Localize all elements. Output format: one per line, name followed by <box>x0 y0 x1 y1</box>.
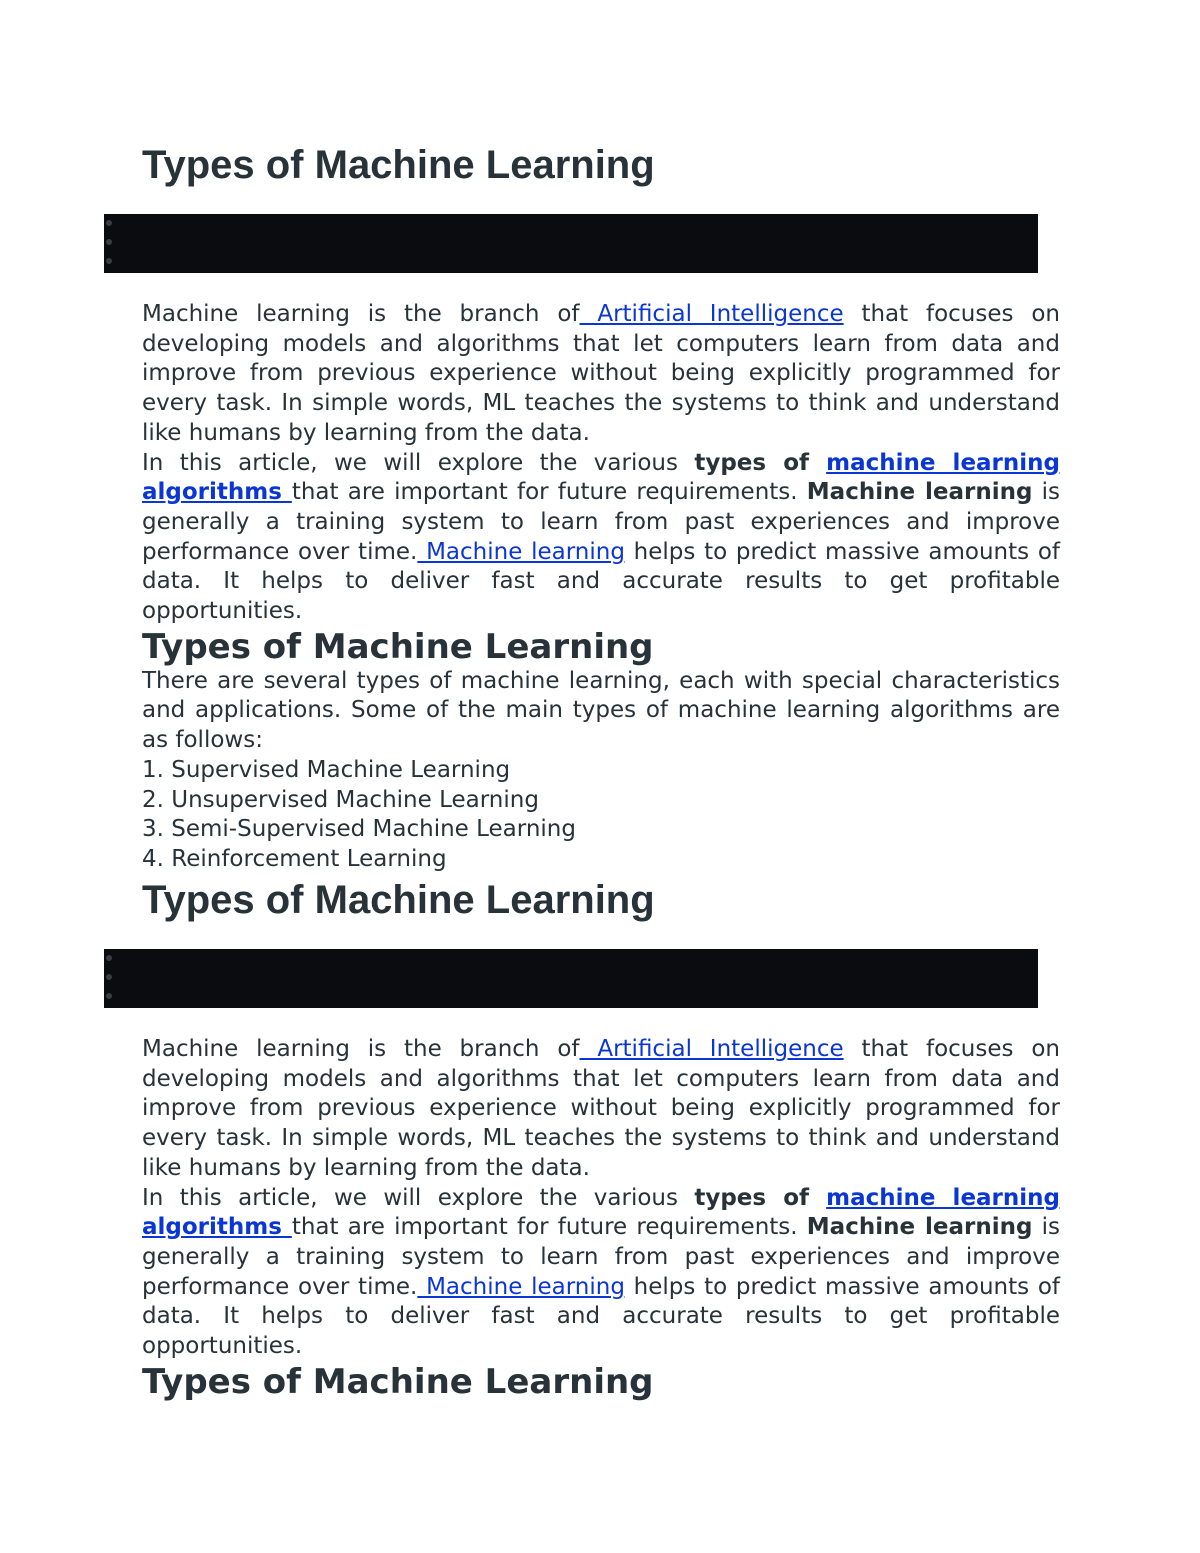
section-intro: There are several types of machine learning, each with special characteristics and applications. Some of the main types of machine learning algorithms are as follows: <box>142 667 1060 754</box>
content-block <box>142 300 1060 875</box>
types-list <box>142 756 1060 875</box>
artificial-intelligence-link[interactable]: Artificial Intelligence <box>579 301 844 327</box>
machine-learning-link[interactable]: Machine learning <box>417 538 625 565</box>
intro-paragraph: Machine learning is the branch of Artificial Intelligence that focuses on developing models and algorithms that let computers learn from data and improve from previous experience without being explicitly programmed for every task. In simple words, ML teaches the systems to think and understand like humans by learning from the data. <box>142 301 1060 446</box>
artificial-intelligence-link[interactable]: Artificial Intelligence <box>579 1036 844 1062</box>
page-title: Types of Machine Learning <box>142 143 655 187</box>
list-item: 3. Semi-Supervised Machine Learning <box>142 816 576 843</box>
list-item: 4. Reinforcement Learning <box>142 845 447 872</box>
article-paragraph: In this article, we will explore the various types of machine learning algorithms that are important for future requirements. Machine learning is generally a training system to learn from past experiences and improve performance over time. Machine learning helps to predict massive amounts of data. It helps to deliver fast and accurate results to get profitable opportunities. <box>142 449 1061 625</box>
intro-paragraph: Machine learning is the branch of Artificial Intelligence that focuses on developing models and algorithms that let computers learn from data and improve from previous experience without being explicitly programmed for every task. In simple words, ML teaches the systems to think and understand like humans by learning from the data. <box>142 1036 1060 1181</box>
ml-algorithms-link[interactable]: machine learning algorithms <box>142 449 1060 506</box>
ml-algorithms-link[interactable]: machine learning algorithms <box>142 1184 1060 1241</box>
bar-dots <box>106 955 114 1012</box>
content-block-repeat <box>142 1035 1060 1402</box>
image-placeholder-bar <box>104 214 1038 273</box>
section-heading: Types of Machine Learning <box>142 626 654 667</box>
image-placeholder-bar <box>104 949 1038 1008</box>
section-heading: Types of Machine Learning <box>142 1361 654 1402</box>
page-title-repeat: Types of Machine Learning <box>142 878 655 922</box>
machine-learning-link[interactable]: Machine learning <box>417 1273 625 1300</box>
list-item: 2. Unsupervised Machine Learning <box>142 786 539 813</box>
bar-dots <box>106 220 114 277</box>
article-paragraph: In this article, we will explore the various types of machine learning algorithms that are important for future requirements. Machine learning is generally a training system to learn from past experiences and improve performance over time. Machine learning helps to predict massive amounts of data. It helps to deliver fast and accurate results to get profitable opportunities. <box>142 1184 1061 1360</box>
list-item: 1. Supervised Machine Learning <box>142 756 511 783</box>
